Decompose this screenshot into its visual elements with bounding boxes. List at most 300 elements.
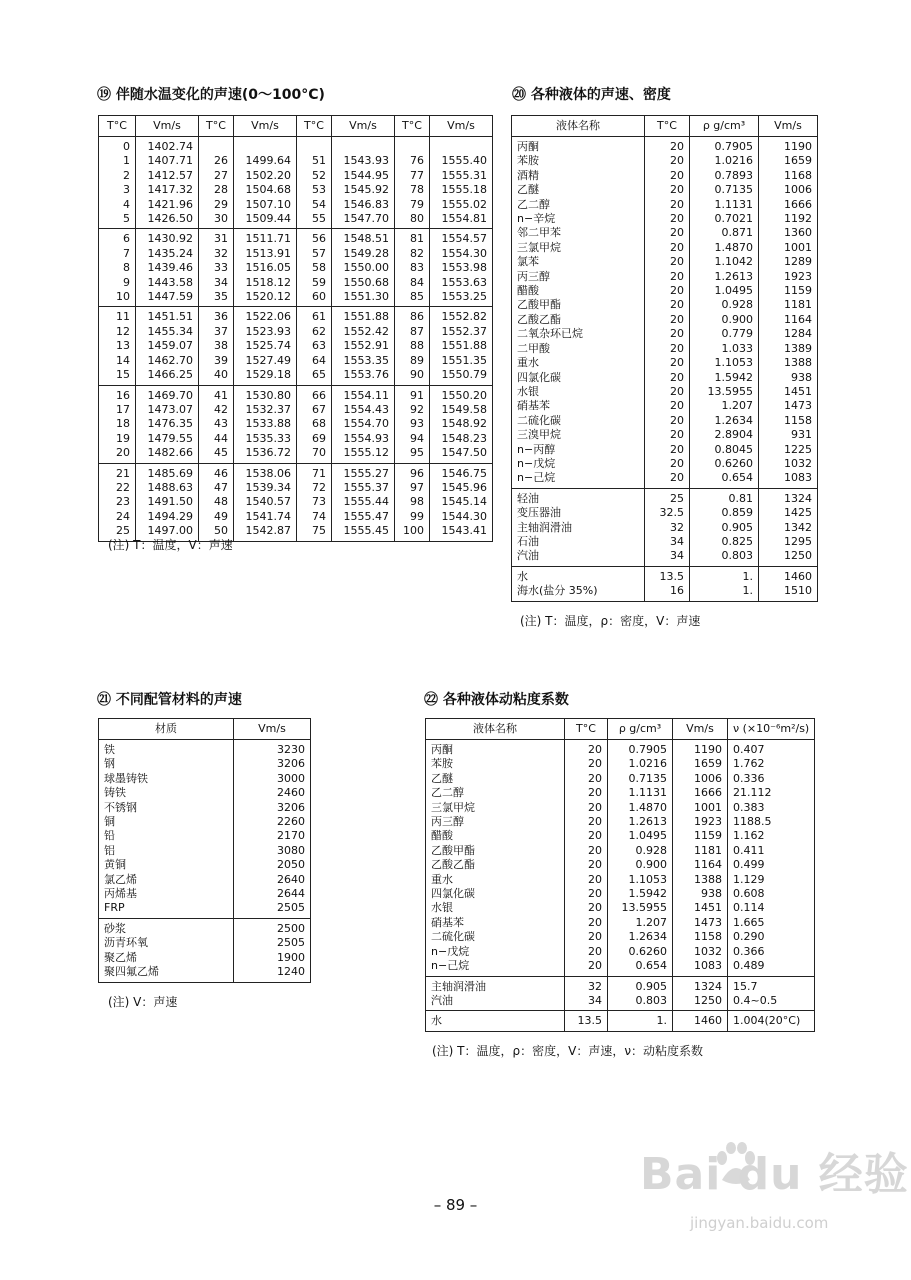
row-group <box>512 566 818 601</box>
table-cell: 乙酸乙酯 <box>426 858 565 872</box>
table-cell: 1.1131 <box>608 786 673 800</box>
table-cell: 1536.72 <box>234 446 297 463</box>
table-row <box>426 740 815 758</box>
table-cell: 20 <box>565 959 608 976</box>
table-cell: 0.779 <box>690 327 759 341</box>
table-cell: 1.004(20°C) <box>728 1011 815 1031</box>
table-cell: 1083 <box>759 471 818 488</box>
table-cell: 13.5 <box>645 566 690 584</box>
table-cell: 1.2613 <box>608 815 673 829</box>
table-cell: 0.499 <box>728 858 815 872</box>
table-row <box>99 873 311 887</box>
table-cell: 1543.41 <box>430 524 493 541</box>
table-row <box>426 844 815 858</box>
table-cell: 1402.74 <box>136 137 199 155</box>
table-cell: 水银 <box>512 385 645 399</box>
table-cell: 0.900 <box>608 858 673 872</box>
table-cell <box>332 137 395 155</box>
table-cell: 1181 <box>673 844 728 858</box>
table-cell: 2500 <box>234 918 311 936</box>
table-cell: 1525.74 <box>234 339 297 353</box>
column-header: T°C <box>395 116 430 137</box>
table-cell: 93 <box>395 417 430 431</box>
table-row <box>512 443 818 457</box>
table-cell: 1554.43 <box>332 403 395 417</box>
table-row <box>99 887 311 901</box>
table-cell: 10 <box>99 290 136 307</box>
table-cell: 0.8045 <box>690 443 759 457</box>
table-cell: 1158 <box>759 414 818 428</box>
table-cell: 三溴甲烷 <box>512 428 645 442</box>
table-row <box>99 510 493 524</box>
table-cell: 1.0216 <box>608 757 673 771</box>
table-row <box>99 858 311 872</box>
table-cell: 丙三醇 <box>426 815 565 829</box>
table-cell: 1 <box>99 154 136 168</box>
table-cell <box>234 137 297 155</box>
table-row <box>512 457 818 471</box>
table-cell <box>199 137 234 155</box>
row-group <box>99 918 311 982</box>
table-row <box>512 566 818 584</box>
table-cell: 1284 <box>759 327 818 341</box>
table-cell: 1533.88 <box>234 417 297 431</box>
table-cell: 1522.06 <box>234 307 297 325</box>
table-cell: 硝基苯 <box>512 399 645 413</box>
table-cell: 35 <box>199 290 234 307</box>
table-cell: 59 <box>297 276 332 290</box>
table-cell: 1.5942 <box>608 887 673 901</box>
table-cell: 1554.93 <box>332 432 395 446</box>
table-cell: 1551.88 <box>430 339 493 353</box>
table-cell: 1545.96 <box>430 481 493 495</box>
table-cell: 54 <box>297 198 332 212</box>
table-cell: 1451.51 <box>136 307 199 325</box>
table-row <box>512 356 818 370</box>
table-cell: 丙酮 <box>426 740 565 758</box>
table-cell: 1482.66 <box>136 446 199 463</box>
table-cell: 50 <box>199 524 234 541</box>
row-group <box>99 307 493 385</box>
table-cell: 1527.49 <box>234 354 297 368</box>
column-header: 液体名称 <box>512 116 645 137</box>
table-cell: 邻二甲苯 <box>512 226 645 240</box>
table-cell: 0.6260 <box>608 945 673 959</box>
table-cell: 乙醚 <box>426 772 565 786</box>
table-cell: 13 <box>99 339 136 353</box>
table-row <box>426 959 815 976</box>
table-cell: 1504.68 <box>234 183 297 197</box>
table-cell: 20 <box>645 241 690 255</box>
table-cell: 1006 <box>759 183 818 197</box>
table-cell: 0.803 <box>608 994 673 1011</box>
table-cell: 0.7021 <box>690 212 759 226</box>
table-row <box>99 829 311 843</box>
table-cell: 1555.45 <box>332 524 395 541</box>
table-cell: 20 <box>565 873 608 887</box>
row-group <box>99 137 493 229</box>
table-cell: 6 <box>99 229 136 247</box>
table-cell: 83 <box>395 261 430 275</box>
table-row <box>512 298 818 312</box>
table-cell: 1250 <box>759 549 818 566</box>
table-row <box>512 549 818 566</box>
table-cell: 20 <box>645 154 690 168</box>
table-cell: 1666 <box>759 198 818 212</box>
table22-note: (注) T：温度，ρ：密度，V：声速，ν：动粘度系数 <box>432 1044 704 1058</box>
table-cell: 68 <box>297 417 332 431</box>
table-row <box>512 255 818 269</box>
table-cell: 0.928 <box>608 844 673 858</box>
table-cell: 3000 <box>234 772 311 786</box>
table-cell: 1159 <box>759 284 818 298</box>
table-row <box>512 137 818 155</box>
table-cell: 20 <box>645 327 690 341</box>
column-header: T°C <box>297 116 332 137</box>
table-cell: 1546.75 <box>430 463 493 481</box>
page-number: – 89 – <box>433 1196 478 1214</box>
table-row <box>512 270 818 284</box>
table-cell: 1.665 <box>728 916 815 930</box>
table-row <box>99 901 311 918</box>
table-row <box>512 183 818 197</box>
table-cell: 球墨铸铁 <box>99 772 234 786</box>
table-cell: 酒精 <box>512 169 645 183</box>
table-cell: 水银 <box>426 901 565 915</box>
column-header: Vm/s <box>136 116 199 137</box>
table-cell: 44 <box>199 432 234 446</box>
table-row <box>512 327 818 341</box>
watermark-brand: Bai du 经验 <box>640 1149 909 1200</box>
table-cell: 1. <box>690 566 759 584</box>
table-cell: 55 <box>297 212 332 229</box>
table-cell: 2505 <box>234 936 311 950</box>
table-cell: FRP <box>99 901 234 918</box>
row-group <box>426 1011 815 1031</box>
table-cell: 1430.92 <box>136 229 199 247</box>
table-cell: 0.905 <box>608 976 673 994</box>
table-cell: 1518.12 <box>234 276 297 290</box>
table-row <box>99 368 493 385</box>
table-cell: 3230 <box>234 740 311 758</box>
table-cell: 重水 <box>512 356 645 370</box>
table-row <box>512 284 818 298</box>
table-cell: 苯胺 <box>512 154 645 168</box>
table-cell: 1190 <box>759 137 818 155</box>
table-cell: 1551.35 <box>430 354 493 368</box>
table-cell: 1659 <box>759 154 818 168</box>
table-cell: 1544.30 <box>430 510 493 524</box>
table-cell: 1.0495 <box>608 829 673 843</box>
table-row <box>99 154 493 168</box>
table-row <box>99 183 493 197</box>
column-header: T°C <box>565 719 608 740</box>
table-row <box>426 994 815 1011</box>
table-cell: 1473.07 <box>136 403 199 417</box>
table-cell: 1389 <box>759 342 818 356</box>
table-cell: 1388 <box>673 873 728 887</box>
pipe-material-sound-speed-table <box>98 718 311 983</box>
table-cell: 17 <box>99 403 136 417</box>
column-header: ρ g/cm³ <box>690 116 759 137</box>
table-cell: 49 <box>199 510 234 524</box>
table-cell: 1.033 <box>690 342 759 356</box>
table-row <box>99 247 493 261</box>
table-cell: 84 <box>395 276 430 290</box>
table-cell: 46 <box>199 463 234 481</box>
table-cell: 1324 <box>759 488 818 506</box>
table-cell: 53 <box>297 183 332 197</box>
table-cell: 0.7135 <box>690 183 759 197</box>
table-cell: 1240 <box>234 965 311 982</box>
table-cell: 1555.37 <box>332 481 395 495</box>
table-cell: 2505 <box>234 901 311 918</box>
table-cell: 73 <box>297 495 332 509</box>
table-cell: 20 <box>645 428 690 442</box>
table-cell: 1548.92 <box>430 417 493 431</box>
table-cell: 水 <box>426 1011 565 1031</box>
table-row <box>99 261 493 275</box>
table-cell: 砂浆 <box>99 918 234 936</box>
table-row <box>99 481 493 495</box>
table-cell: 4 <box>99 198 136 212</box>
table-row <box>512 506 818 520</box>
table21-note: (注) V：声速 <box>108 995 178 1009</box>
table-cell: 25 <box>645 488 690 506</box>
table-row <box>99 339 493 353</box>
table-cell: 98 <box>395 495 430 509</box>
table-cell: 33 <box>199 261 234 275</box>
table-cell: 水 <box>512 566 645 584</box>
row-group <box>426 976 815 1011</box>
row-group <box>99 740 311 919</box>
table-row <box>99 385 493 403</box>
table-cell: 94 <box>395 432 430 446</box>
table19-title: ⑲ 伴随水温变化的声速(0～100°C) <box>97 87 325 103</box>
table-cell: 65 <box>297 368 332 385</box>
table-cell: 海水(盐分 35%) <box>512 584 645 601</box>
table-cell: 四氯化碳 <box>426 887 565 901</box>
table-cell: 2644 <box>234 887 311 901</box>
column-header: Vm/s <box>759 116 818 137</box>
table-row <box>99 276 493 290</box>
table-cell: n−戊烷 <box>512 457 645 471</box>
table-cell: 1462.70 <box>136 354 199 368</box>
table-cell: 99 <box>395 510 430 524</box>
table-cell: 1507.10 <box>234 198 297 212</box>
column-header: ρ g/cm³ <box>608 719 673 740</box>
table-cell: 1.2634 <box>608 930 673 944</box>
table-row <box>426 1011 815 1031</box>
table-cell: 丙三醇 <box>512 270 645 284</box>
column-header: ν (×10⁻⁶m²/s) <box>728 719 815 740</box>
table-cell: 1425 <box>759 506 818 520</box>
table-cell: 8 <box>99 261 136 275</box>
table-row <box>426 801 815 815</box>
table-cell: 沥青环氧 <box>99 936 234 950</box>
table-cell: n−丙醇 <box>512 443 645 457</box>
table-cell: 1001 <box>673 801 728 815</box>
table-cell: 1499.64 <box>234 154 297 168</box>
table-cell: 氯乙烯 <box>99 873 234 887</box>
row-group <box>99 385 493 463</box>
table-cell: 丙烯基 <box>99 887 234 901</box>
table-cell: 1545.14 <box>430 495 493 509</box>
table-row <box>512 154 818 168</box>
table-cell: 1159 <box>673 829 728 843</box>
table-cell: 13.5955 <box>690 385 759 399</box>
table-cell: 20 <box>565 786 608 800</box>
table-cell: 1555.44 <box>332 495 395 509</box>
table-cell: 轻油 <box>512 488 645 506</box>
table-cell: 85 <box>395 290 430 307</box>
table-cell: 20 <box>645 212 690 226</box>
table-cell: 1553.63 <box>430 276 493 290</box>
table-cell: 20 <box>565 757 608 771</box>
table-cell: 34 <box>645 549 690 566</box>
table-cell: 1523.93 <box>234 325 297 339</box>
table-cell: 1407.71 <box>136 154 199 168</box>
table-cell: 二硫化碳 <box>426 930 565 944</box>
table-cell: 1451 <box>673 901 728 915</box>
table-cell: 0.7893 <box>690 169 759 183</box>
table-row <box>99 786 311 800</box>
table-cell: 0.366 <box>728 945 815 959</box>
table-cell: 聚四氟乙烯 <box>99 965 234 982</box>
table-cell: 60 <box>297 290 332 307</box>
table-cell: 0.407 <box>728 740 815 758</box>
table-cell: 1541.74 <box>234 510 297 524</box>
table-cell: 71 <box>297 463 332 481</box>
table-cell: 1666 <box>673 786 728 800</box>
table-cell: 20 <box>645 371 690 385</box>
table-cell: 42 <box>199 403 234 417</box>
column-header: Vm/s <box>673 719 728 740</box>
table-cell: 氯苯 <box>512 255 645 269</box>
table-cell: 100 <box>395 524 430 541</box>
table-cell: 0.871 <box>690 226 759 240</box>
table-cell: 20 <box>645 356 690 370</box>
table-row <box>512 241 818 255</box>
table-cell: 1552.37 <box>430 325 493 339</box>
table-row <box>512 535 818 549</box>
table-cell: 7 <box>99 247 136 261</box>
table-cell: 20 <box>645 399 690 413</box>
table-cell: 1.162 <box>728 829 815 843</box>
table-cell: 1. <box>608 1011 673 1031</box>
table-cell: 1548.51 <box>332 229 395 247</box>
table-cell: 0.4~0.5 <box>728 994 815 1011</box>
table-cell: 92 <box>395 403 430 417</box>
table19-note: (注) T：温度，V：声速 <box>108 538 233 552</box>
table-cell: 20 <box>645 457 690 471</box>
table-cell: 26 <box>199 154 234 168</box>
table-cell: 1439.46 <box>136 261 199 275</box>
table-row <box>426 887 815 901</box>
table-cell: 1001 <box>759 241 818 255</box>
table-cell: 81 <box>395 229 430 247</box>
table-row <box>99 951 311 965</box>
table-cell: 1190 <box>673 740 728 758</box>
table-cell: 938 <box>673 887 728 901</box>
table-cell: 1550.68 <box>332 276 395 290</box>
table-cell: 1511.71 <box>234 229 297 247</box>
table-cell: 乙醚 <box>512 183 645 197</box>
table-cell: 1542.87 <box>234 524 297 541</box>
table-cell: 2.8904 <box>690 428 759 442</box>
table-cell: 23 <box>99 495 136 509</box>
table-cell: 1192 <box>759 212 818 226</box>
table-row <box>426 858 815 872</box>
table-cell: 37 <box>199 325 234 339</box>
table-cell: 14 <box>99 354 136 368</box>
table-cell: n−辛烷 <box>512 212 645 226</box>
table-cell: 20 <box>645 137 690 155</box>
table-cell: 938 <box>759 371 818 385</box>
table-row <box>99 432 493 446</box>
table-row <box>99 918 311 936</box>
table-cell: 1032 <box>673 945 728 959</box>
table-cell: 0.7905 <box>608 740 673 758</box>
table-row <box>426 829 815 843</box>
table-cell: 51 <box>297 154 332 168</box>
table-cell: 1553.25 <box>430 290 493 307</box>
table-cell: 1555.40 <box>430 154 493 168</box>
table-cell: 1.1053 <box>608 873 673 887</box>
table-cell: 3080 <box>234 844 311 858</box>
table-row <box>99 325 493 339</box>
table-cell: 22 <box>99 481 136 495</box>
table-cell: 20 <box>565 801 608 815</box>
table-cell: 铅 <box>99 829 234 843</box>
table-cell: 醋酸 <box>426 829 565 843</box>
table-cell: 苯胺 <box>426 757 565 771</box>
table-cell: 1447.59 <box>136 290 199 307</box>
table-row <box>426 916 815 930</box>
row-group <box>512 137 818 489</box>
table-cell: 0.825 <box>690 535 759 549</box>
table-cell: 0.383 <box>728 801 815 815</box>
table-cell: 62 <box>297 325 332 339</box>
table-cell: 64 <box>297 354 332 368</box>
table-cell: 1426.50 <box>136 212 199 229</box>
table-row <box>426 786 815 800</box>
table-cell: 1460 <box>759 566 818 584</box>
table-row <box>99 137 493 155</box>
table-cell: 20 <box>99 446 136 463</box>
column-header: 液体名称 <box>426 719 565 740</box>
table-cell: 0.336 <box>728 772 815 786</box>
table-cell: 乙二醇 <box>512 198 645 212</box>
table-cell: 1.762 <box>728 757 815 771</box>
table-cell: 黄铜 <box>99 858 234 872</box>
table-cell: 1164 <box>673 858 728 872</box>
table-cell: 1. <box>690 584 759 601</box>
table-cell: 1443.58 <box>136 276 199 290</box>
table-cell: 32 <box>199 247 234 261</box>
table-cell: 1540.57 <box>234 495 297 509</box>
table-cell: 四氯化碳 <box>512 371 645 385</box>
table-cell: 1555.12 <box>332 446 395 463</box>
table-row <box>99 815 311 829</box>
table-cell: 0.928 <box>690 298 759 312</box>
table-cell: 1547.70 <box>332 212 395 229</box>
table-cell: 47 <box>199 481 234 495</box>
table-cell: 1.0495 <box>690 284 759 298</box>
table-cell: 20 <box>645 198 690 212</box>
table-cell: 二氧杂环已烷 <box>512 327 645 341</box>
table-cell: 1.1053 <box>690 356 759 370</box>
